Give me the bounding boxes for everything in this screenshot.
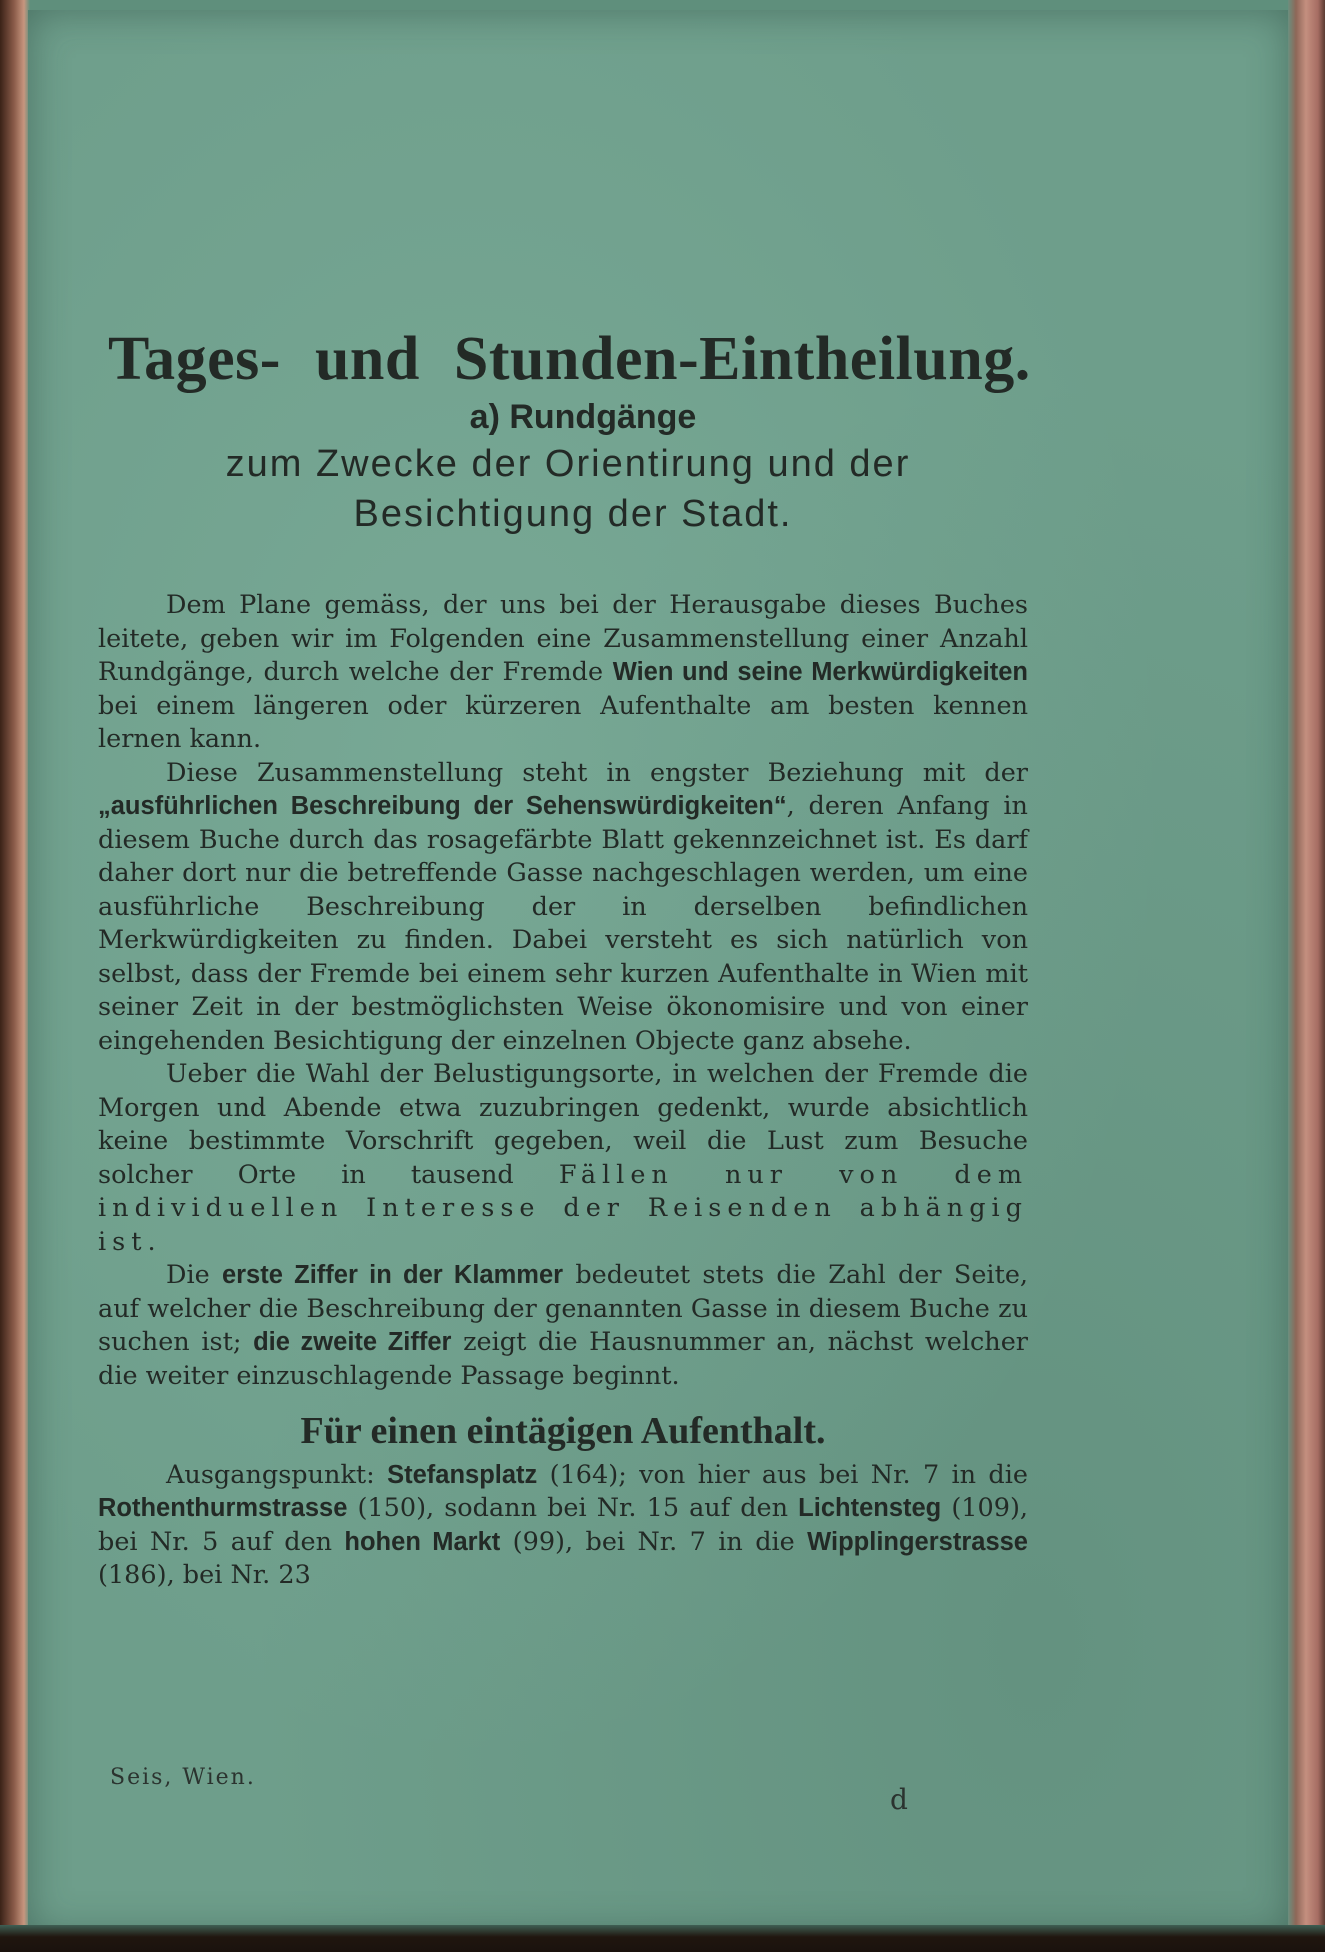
paragraph-2 <box>98 757 1028 1059</box>
paragraph-2-text-b: , deren Anfang in diesem Buche durch das rosagefärbte Blatt gekennzeichnet ist. Es darf daher dort nur die betreffende Gasse nachgeschlagen werden, um eine ausführliche Beschreibung der in derselben befindlichen Merkwürdigkeiten zu finden. Dabei versteht es sich natürlich von selbst, dass der Fremde bei einem sehr kurzen Aufenthalte in Wien mit seiner Zeit in der bestmöglichsten Weise ökonomisire und von einer eingehenden Besichtigung der einzelnen Objecte ganz absehe. <box>98 791 1028 1056</box>
publisher-imprint: Seis, Wien. <box>110 1765 256 1790</box>
paragraph-1-text-b: bei einem längeren oder kürzeren Aufenthalte am besten kennen lernen kann. <box>98 690 1028 754</box>
page-text <box>98 310 1031 1593</box>
paragraph-3-text-a: Ueber die Wahl der Belustigungsorte, in welchen der Fremde die Morgen und Abende etwa zuzubringen gedenkt, wurde absichtlich keine bestimmte Vorschrift gegeben, weil die Lust zum Besuche solcher Orte in tausend <box>98 1059 1028 1190</box>
lead-line-1: zum Zwecke der Orientirung und der <box>225 443 911 485</box>
paragraph-5 <box>98 1459 1028 1593</box>
book-edge-bottom <box>0 1925 1325 1952</box>
street-hoher-markt: hohen Markt <box>344 1527 501 1556</box>
street-rothenthurmstrasse: Rothenthurmstrasse <box>98 1494 348 1522</box>
paragraph-3-spaced: Fällen nur von dem individuellen Interesse der Reisenden abhängig ist. <box>98 1159 1029 1257</box>
paragraph-2-text-a: Diese Zusammenstellung steht in engster Beziehung mit der <box>166 757 1028 788</box>
body-text <box>98 589 1028 1593</box>
book-edge-right <box>1288 0 1325 1952</box>
paragraph-5-text-b: (164); von hier aus bei Nr. 7 in die <box>537 1459 1028 1490</box>
paragraph-1-bold: Wien und seine Merkwürdigkeiten <box>612 658 1028 686</box>
paragraph-5-text-d: (109), bei Nr. 5 auf den <box>98 1493 1029 1557</box>
street-lichtensteg: Lichtensteg <box>798 1494 942 1522</box>
book-page <box>28 10 1290 1935</box>
paragraph-1-text-a: Dem Plane gemäss, der uns bei der Herausgabe dieses Buches leitete, geben wir im Folgenden eine Zusammenstellung einer Anzahl Rundgänge, durch welche der Fremde <box>98 590 1028 687</box>
paragraph-2-bold: „ausführlichen Beschreibung der Sehenswürdigkeiten“ <box>98 792 787 820</box>
paragraph-4-bold-b: die zweite Ziffer <box>253 1328 452 1356</box>
page-footer <box>110 1765 930 1816</box>
paragraph-5-text-f: (186), bei Nr. 23 <box>98 1560 311 1590</box>
section-heading: Für einen eintägigen Aufenthalt. <box>300 1410 826 1452</box>
paragraph-5-text-e: (99), bei Nr. 7 in die <box>500 1526 808 1557</box>
paragraph-1 <box>98 589 1028 757</box>
paragraph-4 <box>98 1259 1028 1393</box>
street-stefansplatz: Stefansplatz <box>387 1460 538 1489</box>
paragraph-4-text-c: zeigt die Hausnummer an, nächst welcher die weiter einzuschlagende Passage beginnt. <box>98 1327 1028 1391</box>
signature-mark: d <box>890 1783 908 1816</box>
street-wipplingerstrasse: Wipplingerstrasse <box>807 1527 1028 1556</box>
paragraph-5-text-c: (150), sodann bei Nr. 15 auf den <box>347 1493 799 1523</box>
page-subtitle: a) Rundgänge <box>469 398 697 436</box>
paragraph-4-text-b: bedeutet stets die Zahl der Seite, auf welcher die Beschreibung der genannten Gasse in diesem Buche zu suchen ist; <box>98 1260 1029 1357</box>
lead-line-2: Besichtigung der Stadt. <box>353 493 793 535</box>
paragraph-4-bold-a: erste Ziffer in der Klammer <box>221 1261 564 1289</box>
page-title: Tages- und Stunden-Eintheilung. <box>108 325 1031 393</box>
paragraph-3 <box>98 1058 1028 1259</box>
paragraph-5-text-a: Ausgangspunkt: <box>166 1459 388 1490</box>
paragraph-4-text-a: Die <box>166 1260 222 1290</box>
